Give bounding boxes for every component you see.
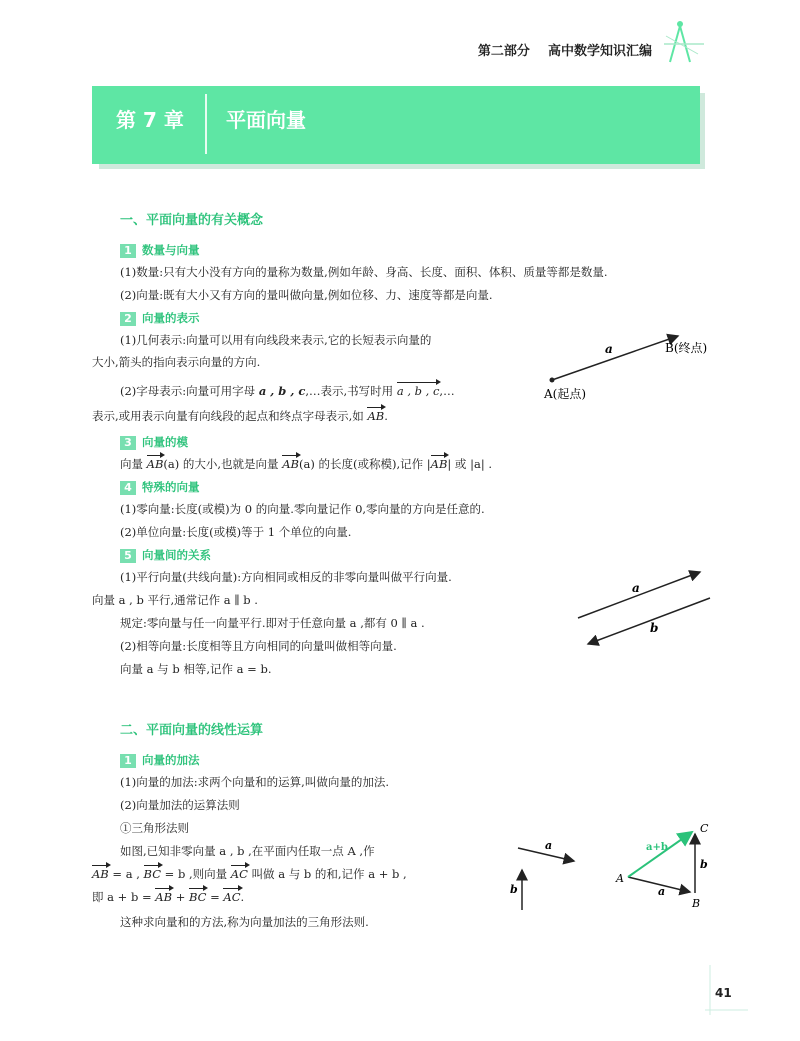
text: ,…表示,书写时用 — [305, 384, 394, 398]
sub-number: 1 — [120, 754, 136, 768]
sub-title: 向量的模 — [142, 435, 188, 449]
sub-number: 2 — [120, 312, 136, 326]
text: = a , — [112, 867, 140, 881]
sub-title: 向量的表示 — [142, 311, 200, 325]
paragraph: (2)相等向量:长度相等且方向相同的向量叫做相等向量. — [120, 639, 397, 653]
triangle-rule-figure — [500, 815, 730, 915]
text: (a) 的长度(或称模),记作 | — [298, 457, 431, 471]
vector-notation: AB — [430, 457, 448, 471]
paragraph — [92, 889, 244, 905]
text: (2)字母表示:向量可用字母 — [120, 384, 256, 398]
vector-notation: BC — [143, 867, 162, 881]
sub-number: 5 — [120, 549, 136, 563]
chapter-number: 第 7 章 — [116, 108, 184, 132]
text: 表示,或用表示向量有向线段的起点和终点字母表示,如 — [92, 409, 364, 423]
vector-notation: AC — [230, 867, 248, 881]
vector-label: a — [658, 885, 666, 898]
point-label: C — [700, 822, 709, 835]
text: ,… — [439, 384, 455, 398]
vector-label: a — [632, 581, 640, 595]
sum-label: a+b — [646, 842, 668, 853]
triangle-ac-line — [628, 832, 692, 877]
vector-notation: AB — [146, 457, 164, 471]
vector-notation: AB — [367, 409, 385, 423]
point-label: B — [692, 897, 701, 910]
sub-heading — [120, 479, 200, 495]
text: . — [240, 890, 245, 904]
sub-title: 向量的加法 — [142, 753, 200, 767]
chapter-title: 平面向量 — [226, 108, 306, 132]
running-header — [478, 40, 652, 59]
sub-heading — [120, 242, 200, 258]
paragraph: 如图,已知非零向量 a , b ,在平面内任取一点 A ,作 — [120, 844, 375, 858]
page-number: 41 — [715, 986, 732, 1000]
paragraph — [92, 866, 407, 882]
parallel-vectors-figure — [570, 560, 720, 660]
sub-number: 1 — [120, 244, 136, 258]
vector-ab-line — [552, 336, 678, 380]
sub-title: 特殊的向量 — [142, 480, 200, 494]
text: a , b , c — [258, 384, 306, 398]
vector-label: b — [650, 621, 659, 635]
header-part: 第二部分 — [477, 44, 530, 59]
vector-label: b — [700, 858, 708, 871]
paragraph: (1)平行向量(共线向量):方向相同或相反的非零向量叫做平行向量. — [120, 570, 452, 584]
paragraph: (2)单位向量:长度(或模)等于 1 个单位的向量. — [120, 525, 352, 539]
paragraph — [120, 383, 455, 399]
sub-heading — [120, 434, 188, 450]
sub-number: 3 — [120, 436, 136, 450]
sub-heading — [120, 752, 200, 768]
banner-divider — [205, 94, 207, 154]
vector-notation: AC — [223, 890, 241, 904]
sub-heading — [120, 547, 211, 563]
sub-heading — [120, 310, 200, 326]
text: 叫做 a 与 b 的和,记作 a + b , — [251, 867, 407, 881]
end-label: B(终点) — [665, 341, 708, 355]
vector-notation: AB — [282, 457, 299, 471]
compass-logo-icon — [660, 18, 708, 66]
text: | 或 |a| . — [447, 457, 493, 471]
text: 即 a + b = — [92, 890, 152, 904]
vector-notation: BC — [189, 890, 207, 904]
section2-title: 二、平面向量的线性运算 — [120, 723, 264, 738]
text: = — [210, 890, 220, 904]
paragraph: 规定:零向量与任一向量平行.即对于任意向量 a ,都有 0 ∥ a . — [120, 616, 425, 630]
vector-figure — [530, 320, 740, 410]
paragraph: (1)数量:只有大小没有方向的量称为数量,例如年龄、身高、长度、面积、体积、质量等都是数量. — [120, 265, 608, 279]
paragraph: 大小,箭头的指向表示向量的方向. — [92, 355, 261, 369]
sub-title: 向量间的关系 — [142, 548, 211, 562]
paragraph: 向量 a , b 平行,通常记作 a ∥ b . — [92, 593, 258, 607]
paragraph: ①三角形法则 — [120, 821, 189, 835]
paragraph: (1)零向量:长度(或模)为 0 的向量.零向量记作 0,零向量的方向是任意的. — [120, 502, 485, 516]
point-label: A — [616, 872, 624, 885]
text: 向量 — [120, 457, 143, 471]
paragraph — [120, 456, 492, 472]
text: = b ,则向量 — [164, 867, 228, 881]
paragraph: (2)向量:既有大小又有方向的量叫做向量,例如位移、力、速度等都是向量. — [120, 288, 493, 302]
paragraph: (1)几何表示:向量可以用有向线段来表示,它的长短表示向量的 — [120, 333, 432, 347]
paragraph: (2)向量加法的运算法则 — [120, 798, 240, 812]
start-label: A(起点) — [544, 387, 587, 401]
text: (a) 的大小,也就是向量 — [163, 457, 279, 471]
vector-b-line — [588, 598, 710, 644]
paragraph: 这种求向量和的方法,称为向量加法的三角形法则. — [120, 915, 369, 929]
paragraph: 向量 a 与 b 相等,记作 a = b. — [120, 662, 272, 676]
vector-a-line — [578, 572, 700, 618]
text: . — [384, 409, 388, 423]
sub-number: 4 — [120, 481, 136, 495]
start-point — [550, 378, 555, 383]
text: + — [175, 890, 186, 904]
vector-notation: a , b , c — [396, 384, 440, 398]
vector-label: a — [605, 342, 613, 356]
paragraph — [92, 408, 388, 424]
vector-label: a — [545, 839, 553, 852]
section1-title: 一、平面向量的有关概念 — [120, 213, 264, 228]
vector-notation: AB — [155, 890, 173, 904]
vector-label: b — [510, 883, 518, 896]
paragraph: (1)向量的加法:求两个向量和的运算,叫做向量的加法. — [120, 775, 389, 789]
sub-title: 数量与向量 — [142, 243, 200, 257]
header-book: 高中数学知识汇编 — [547, 44, 652, 59]
vector-notation: AB — [92, 867, 109, 881]
